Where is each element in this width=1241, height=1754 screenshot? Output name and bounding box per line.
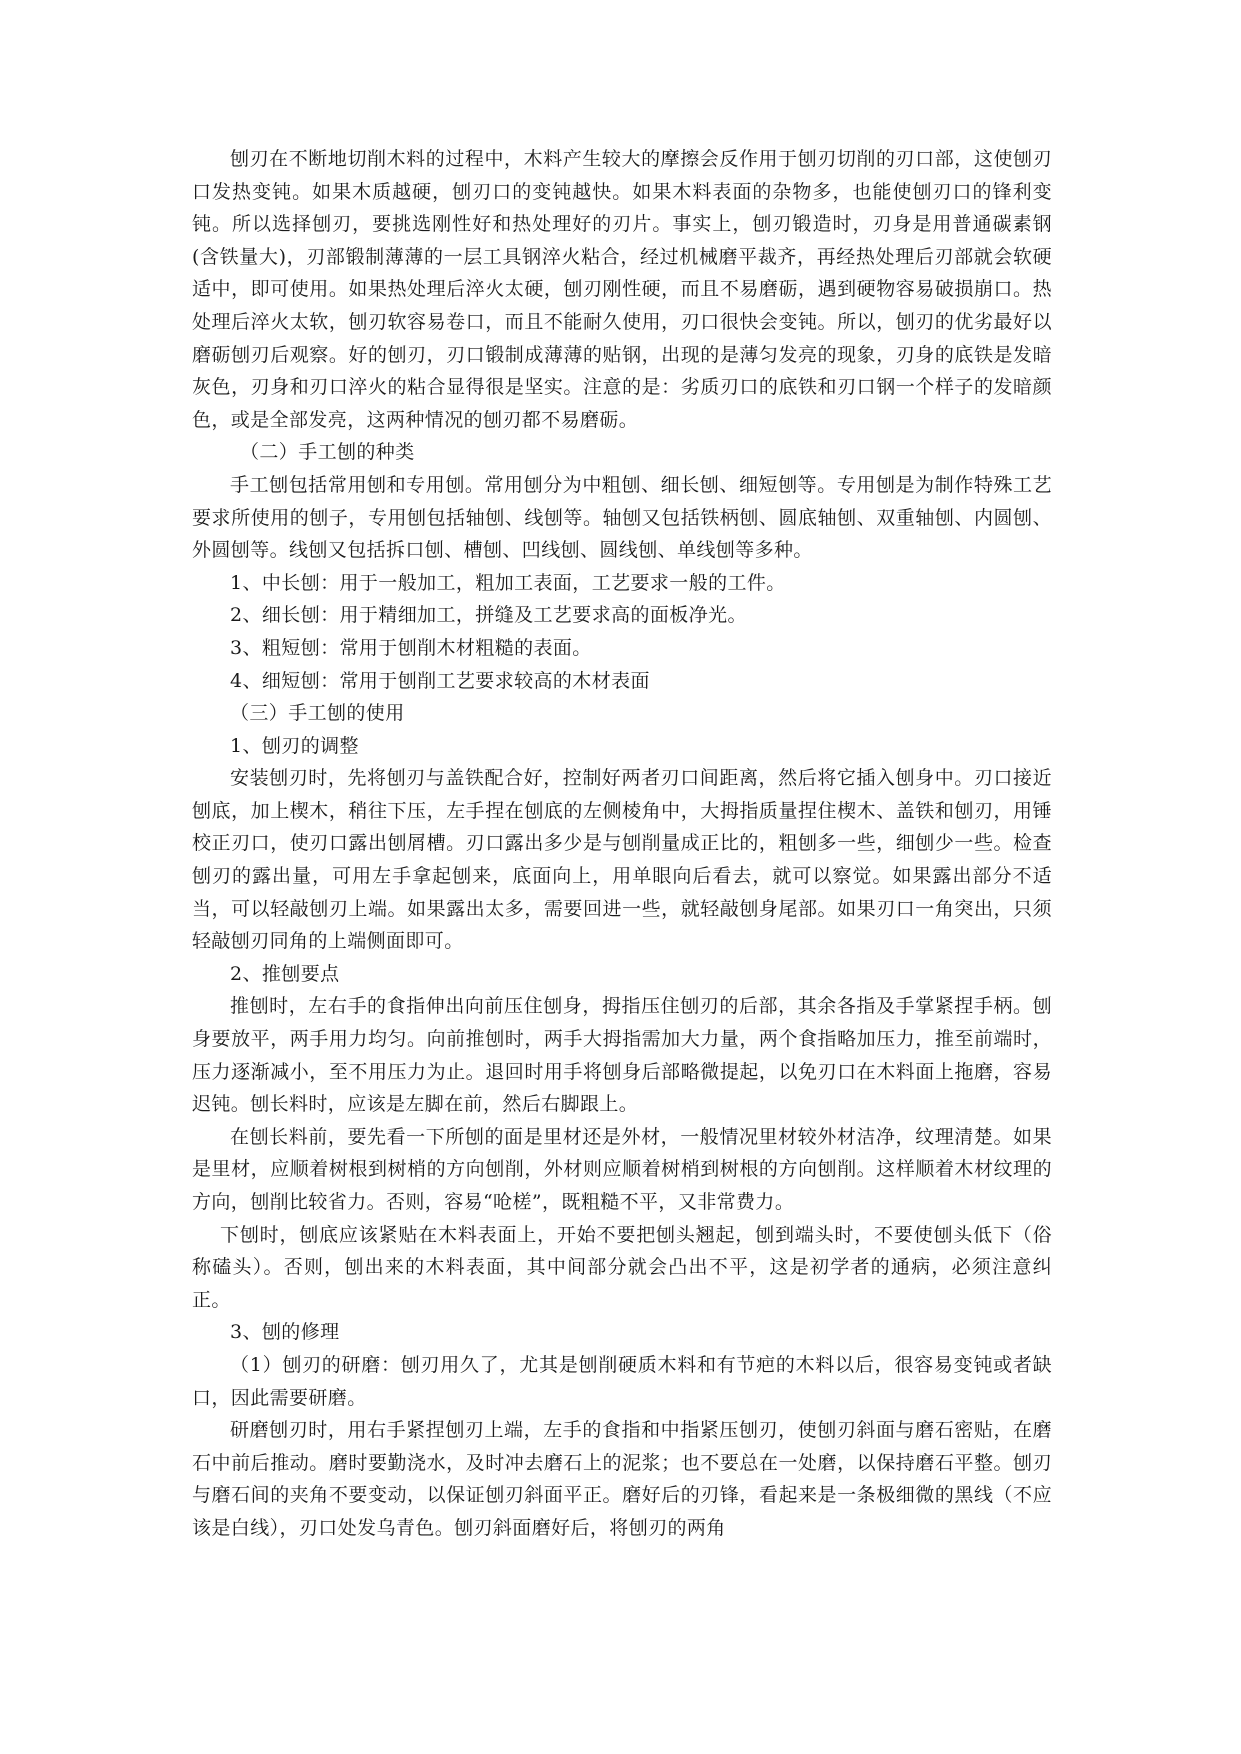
section-heading: （二）手工刨的种类 <box>240 441 415 464</box>
list-item: 2、细长刨：用于精细加工，拼缝及工艺要求高的面板净光。 <box>230 604 747 627</box>
paragraph: 在刨长料前，要先看一下所刨的面是里材还是外材，一般情况里材较外材洁净，纹理清楚。如果是里材，应顺着树根到树梢的方向刨削，外材则应顺着树梢到树根的方向刨削。这样顺着木材纹理的方向，刨削比较省力。否则，容易“呛槎”，既粗糙不平，又非常费力。 <box>192 1125 1052 1213</box>
list-item: 3、粗短刨：常用于刨削木材粗糙的表面。 <box>230 636 592 659</box>
subsection-heading: 3、刨的修理 <box>230 1321 340 1344</box>
document-page <box>192 143 1052 1545</box>
list-item: 4、细短刨：常用于刨削工艺要求较高的木材表面 <box>230 669 650 692</box>
paragraph: 研磨刨刃时，用右手紧捏刨刃上端，左手的食指和中指紧压刨刃，使刨刃斜面与磨石密贴，在磨石中前后推动。磨时要勤浇水，及时冲去磨石上的泥浆；也不要总在一处磨，以保持磨石平整。刨刃与磨石间的夹角不要变动，以保证刨刃斜面平正。磨好后的刃锋，看起来是一条极细微的黑线（不应该是白线），刃口处发乌青色。刨刃斜面磨好后，将刨刃的两角 <box>192 1419 1052 1539</box>
paragraph: 安装刨刃时，先将刨刃与盖铁配合好，控制好两者刃口间距离，然后将它插入刨身中。刃口接近刨底，加上楔木，稍往下压，左手捏在刨底的左侧棱角中，大拇指质量捏住楔木、盖铁和刨刃，用锤校正刃口，使刃口露出刨屑槽。刃口露出多少是与刨削量成正比的，粗刨多一些，细刨少一些。检查刨刃的露出量，可用左手拿起刨来，底面向上，用单眼向后看去，就可以察觉。如果露出部分不适当，可以轻敲刨刃上端。如果露出太多，需要回进一些，就轻敲刨身尾部。如果刃口一角突出，只须轻敲刨刃同角的上端侧面即可。 <box>192 767 1052 953</box>
section-heading: （三）手工刨的使用 <box>230 702 405 725</box>
paragraph: 手工刨包括常用刨和专用刨。常用刨分为中粗刨、细长刨、细短刨等。专用刨是为制作特殊工艺要求所使用的刨子，专用刨包括轴刨、线刨等。轴刨又包括铁柄刨、圆底轴刨、双重轴刨、内圆刨、外圆刨等。线刨又包括拆口刨、槽刨、凹线刨、圆线刨、单线刨等多种。 <box>192 473 1052 562</box>
subsection-heading: 2、推刨要点 <box>230 962 340 985</box>
paragraph: 下刨时，刨底应该紧贴在木料表面上，开始不要把刨头翘起，刨到端头时，不要使刨头低下（俗称磕头）。否则，刨出来的木料表面，其中间部分就会凸出不平，这是初学者的通病，必须注意纠正。 <box>192 1223 1052 1311</box>
paragraph: 刨刃在不断地切削木料的过程中，木料产生较大的摩擦会反作用于刨刃切削的刃口部，这使刨刃口发热变钝。如果木质越硬，刨刃口的变钝越快。如果木料表面的杂物多，也能使刨刃口的锋利变钝。所以选择刨刃，要挑选刚性好和热处理好的刃片。事实上，刨刃锻造时，刃身是用普通碳素钢(含铁量大)，刃部锻制薄薄的一层工具钢淬火粘合，经过机械磨平裁齐，再经热处理后刃部就会软硬适中，即可使用。如果热处理后淬火太硬，刨刃刚性硬，而且不易磨砺，遇到硬物容易破损崩口。热处理后淬火太软，刨刃软容易卷口，而且不能耐久使用，刃口很快会变钝。所以，刨刃的优劣最好以磨砺刨刃后观察。好的刨刃，刃口锻制成薄薄的贴钢，出现的是薄匀发亮的现象，刃身的底铁是发暗灰色，刃身和刃口淬火的粘合显得很是坚实。注意的是：劣质刃口的底铁和刃口钢一个样子的发暗颜色，或是全部发亮，这两种情况的刨刃都不易磨砺。 <box>192 148 1052 431</box>
paragraph: 推刨时，左右手的食指伸出向前压住刨身，拇指压住刨刃的后部，其余各指及手掌紧捏手柄。刨身要放平，两手用力均匀。向前推刨时，两手大拇指需加大力量，两个食指略加压力，推至前端时，压力逐渐减小，至不用压力为止。退回时用手将刨身后部略微提起，以免刃口在木料面上拖磨，容易迟钝。刨长料时，应该是左脚在前，然后右脚跟上。 <box>192 995 1052 1116</box>
list-item: 1、中长刨：用于一般加工，粗加工表面，工艺要求一般的工件。 <box>230 571 786 594</box>
paragraph: （1）刨刃的研磨：刨刃用久了，尤其是刨削硬质木料和有节疤的木料以后，很容易变钝或者缺口，因此需要研磨。 <box>192 1353 1052 1409</box>
subsection-heading: 1、刨刃的调整 <box>230 734 359 757</box>
